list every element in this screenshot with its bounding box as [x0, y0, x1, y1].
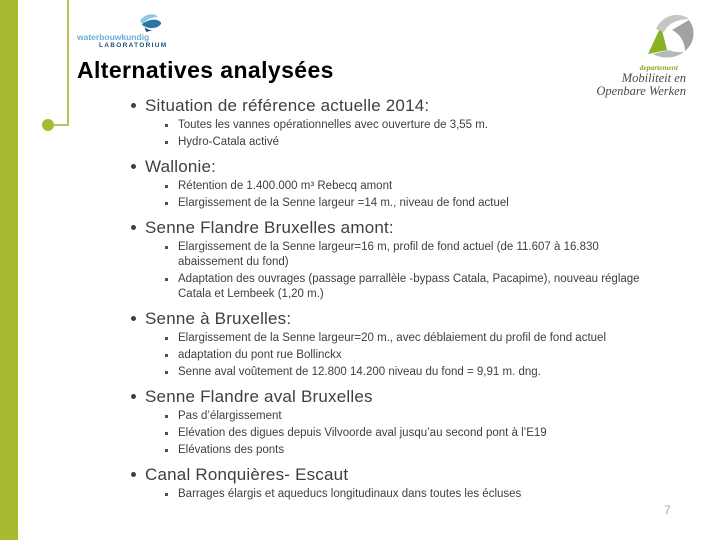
sub-bullet-text: Elévation des digues depuis Vilvoorde aval jusqu’au second pont à l’E19 — [178, 427, 547, 439]
section-heading: Wallonie: — [145, 157, 217, 176]
section-heading: Senne à Bruxelles: — [145, 309, 292, 328]
decorative-green-dot — [42, 119, 54, 131]
slide-body — [130, 95, 696, 508]
decorative-vertical-line — [67, 0, 69, 126]
slide-title: Alternatives analysées — [77, 57, 334, 83]
waterbouwkundig-logo-text: waterbouwkundig — [77, 32, 150, 42]
sub-bullet-icon — [165, 141, 168, 144]
sub-bullet-text: Elargissement de la Senne largeur =14 m., niveau de fond actuel — [178, 197, 509, 209]
mow-mobiliteit-label: Mobiliteit en — [621, 71, 686, 85]
sub-bullet-text: Barrages élargis et aqueducs longitudinaux dans toutes les écluses — [178, 488, 522, 500]
mow-openbare-werken-label: Openbare Werken — [596, 84, 686, 98]
bullet-icon — [131, 472, 136, 477]
sub-bullet-icon — [165, 354, 168, 357]
sub-bullet-icon — [165, 278, 168, 281]
bullet-section-senne-flandre-amont — [130, 217, 696, 302]
sub-bullet-icon — [165, 246, 168, 249]
sub-bullet-icon — [165, 337, 168, 340]
page-number: 7 — [664, 503, 671, 517]
bullet-icon — [131, 225, 136, 230]
bullet-icon — [131, 394, 136, 399]
bullet-section-senne-bruxelles — [130, 308, 696, 380]
bullet-section-senne-flandre-aval — [130, 386, 696, 458]
sub-bullet-text: Elargissement de la Senne largeur=16 m, profil de fond actuel (de 11.607 à 16.830 abaissement du fond) — [178, 241, 599, 268]
bullet-section-canal-ronquieres — [130, 464, 696, 502]
mow-departement-label: departement — [639, 63, 678, 72]
section-heading: Canal Ronquières- Escaut — [145, 465, 349, 484]
section-heading: Senne Flandre aval Bruxelles — [145, 387, 373, 406]
laboratorium-logo-text: LABORATORIUM — [99, 42, 168, 49]
bullet-icon — [131, 164, 136, 169]
sub-bullet-text: Pas d’élargissement — [178, 410, 282, 422]
mow-departement-logo — [576, 10, 700, 98]
section-heading: Senne Flandre Bruxelles amont: — [145, 218, 394, 237]
pinwheel-triangle-icon — [638, 47, 696, 64]
sub-bullet-icon — [165, 185, 168, 188]
sub-bullet-text: Senne aval voûtement de 12.800 14.200 niveau du fond = 9,91 m. dng. — [178, 366, 541, 378]
sub-bullet-icon — [165, 449, 168, 452]
bullet-section-situation — [130, 95, 696, 150]
left-accent-bar — [0, 0, 18, 540]
sub-bullet-icon — [165, 432, 168, 435]
sub-bullet-text: Hydro-Catala activé — [178, 136, 279, 148]
sub-bullet-text: Elévations des ponts — [178, 444, 285, 456]
sub-bullet-text: Adaptation des ouvrages (passage parrallèle -bypass Catala, Pacapime), nouveau réglage Catala et Lembeek (1,20 m.) — [178, 273, 640, 300]
sub-bullet-icon — [165, 124, 168, 127]
sub-bullet-icon — [165, 202, 168, 205]
sub-bullet-text: Toutes les vannes opérationnelles avec ouverture de 3,55 m. — [178, 119, 489, 131]
sub-bullet-icon — [165, 371, 168, 374]
sub-bullet-text: Rétention de 1.400.000 m³ Rebecq amont — [178, 180, 393, 192]
bullet-icon — [131, 103, 136, 108]
sub-bullet-icon — [165, 415, 168, 418]
sub-bullet-text: adaptation du pont rue Bollinckx — [178, 349, 342, 361]
sub-bullet-text: Elargissement de la Senne largeur=20 m., avec déblaiement du profil de fond actuel — [178, 332, 606, 344]
sub-bullet-icon — [165, 493, 168, 496]
bullet-icon — [131, 316, 136, 321]
bullet-section-wallonie — [130, 156, 696, 211]
section-heading: Situation de référence actuelle 2014: — [145, 96, 430, 115]
